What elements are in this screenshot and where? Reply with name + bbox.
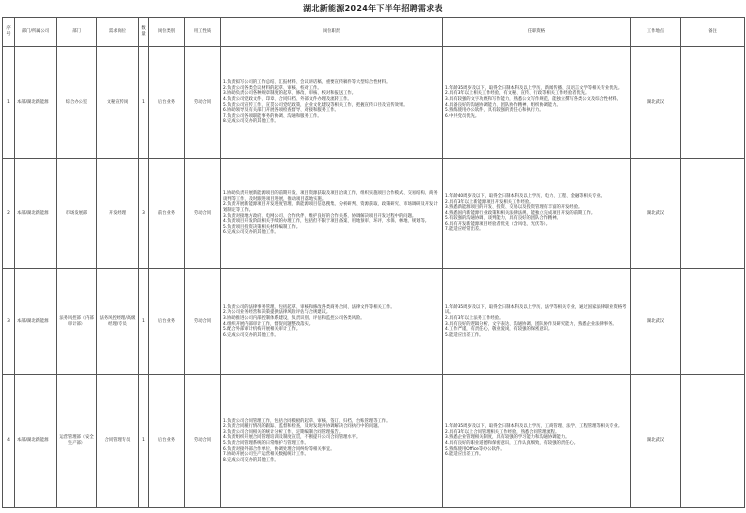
duty-line: 1.负责拟写公司的工作总结、汇报材料、会议讲话稿、重要宣传稿件等大型综合性材料。	[223, 80, 391, 86]
duty-line: 2.负责公司各类会议材料的起草、审核、校对工作。	[223, 85, 322, 91]
cell-company: 本部/湖北新能源	[15, 269, 57, 375]
duty-line: 5.负责公司宣传工作，宣贯公司党纪政策，企业文化建设等相关工作，把握宣传口径及宣传效果。	[223, 102, 408, 108]
duty-line: 6.协助领导及有关部门开展各项检查督导、对接和服务工作。	[223, 108, 339, 114]
header-row	[3, 18, 745, 47]
duty-line: 8.完成公司交办的其他工作。	[223, 457, 279, 463]
duty-line: 1.协助负责开展新能源项目的前期开发、项目资源获取及项目洽谈工作，组织实施项目合作模式、交易结构、商务谈判等工作，及时跟进项目进展，推动项目落地实施。	[223, 191, 438, 202]
qual-line: 3.熟悉新能源项目的开发、投资、交易以及投资管理有丰富的开发经验。	[445, 205, 583, 211]
cell-dept: 综合办公室	[57, 47, 97, 159]
cell-nature: 劳动合同	[185, 269, 221, 375]
cell-count: 3	[139, 159, 149, 269]
cell-post: 文秘宣传岗	[97, 47, 139, 159]
qual-line: 5.有较强的沟通协调、谈判能力，具有良好的团队合作精神。	[445, 216, 561, 222]
duty-line: 3.协助负责公司各种规章制度的起草、修改、审核、校对和报送工作。	[223, 91, 357, 97]
cell-category: 前台业务	[149, 159, 185, 269]
cell-quals	[443, 47, 631, 159]
cell-nature: 劳动合同	[185, 375, 221, 508]
page-title: 湖北新能源2024年下半年招聘需求表	[303, 4, 443, 13]
qual-line: 3.具有良好的逻辑分析、文字表达、沟通协调、团队协作及研究能力，熟悉企业法律事务。	[445, 321, 617, 327]
cell-dept: 法务风控部（内部审计部）	[57, 269, 97, 375]
table-row	[3, 47, 745, 159]
cell-remark	[681, 47, 745, 159]
recruitment-table	[2, 17, 745, 508]
cell-category: 后台业务	[149, 269, 185, 375]
header-post: 需求岗位	[97, 18, 139, 47]
duty-line: 2.负责合同履行情况的跟踪、监督和检查，及时发现并协调解决合同执行中的问题。	[223, 424, 382, 430]
duty-line: 5.配合外部审计机构开展相关审计工作。	[223, 327, 301, 333]
cell-company: 本部/湖北新能源	[15, 159, 57, 269]
cell-nature: 劳动合同	[185, 159, 221, 269]
cell-no: 3	[3, 269, 15, 375]
qual-line: 4.熟悉国内新能源行业政策和相关法律法规，能独立完成项目开发的前期工作。	[445, 210, 596, 216]
cell-count: 1	[139, 375, 149, 508]
cell-duties	[221, 375, 443, 508]
duty-line: 6.负责对接外部合作单位，协调处理合同纠纷等相关事宜。	[223, 446, 335, 452]
header-quals: 任职资格	[443, 18, 631, 47]
qual-line: 6.能适应出差工作。	[445, 452, 484, 458]
duty-line: 4.负责公司党政文件、印章、合同归档、外部文件办理及流转工作。	[223, 96, 352, 102]
header-no: 序号	[3, 18, 15, 47]
duty-line: 2.负责开展新能源项目开发进度管理、新能源项目信息搜集、分析研判、资源获取、政策研究、市场调研及开发计划制定等工作。	[223, 202, 438, 213]
header-company: 部门/所属公司	[15, 18, 57, 47]
duty-line: 8.完成公司交办的其他工作。	[223, 119, 279, 125]
qual-line: 5.熟练使用办公软件，具有较强的责任心和执行力。	[445, 108, 544, 114]
duty-line: 6.完成公司交办的其他工作。	[223, 332, 279, 338]
qual-line: 2.具有3年以上相关工作经验，有文秘、宣传、行政等相关工作经验者优先。	[445, 91, 590, 97]
cell-remark	[681, 269, 745, 375]
cell-nature: 劳动合同	[185, 47, 221, 159]
cell-no: 2	[3, 159, 15, 269]
duty-line: 1.负责公司的法律事务管理，包括起草、审核和修改各类商务合同、法律文件等相关工作。	[223, 304, 395, 310]
header-nature: 用工性质	[185, 18, 221, 47]
qual-line: 3.具有较强的文字功底和写作能力，熟悉公文写作规范，能独立撰写各类公文及综合性材料。	[445, 96, 621, 102]
duty-line: 4.组织开展内部审计工作，督促问题整改落实。	[223, 321, 314, 327]
qual-line: 7.能适应经常出差。	[445, 227, 484, 233]
cell-post: 法务风控经理/高级经理/专员	[97, 269, 139, 375]
cell-dept: 运营管理部（安全生产部）	[57, 375, 97, 508]
table-row	[3, 159, 745, 269]
cell-no: 1	[3, 47, 15, 159]
duty-line: 4.负责组织开展合同管理培训及制度宣贯，不断提升公司合同管理水平。	[223, 435, 361, 441]
header-remark: 备注	[681, 18, 745, 47]
table-row	[3, 375, 745, 508]
qual-line: 6.中共党员优先。	[445, 113, 480, 119]
header-dept: 部门	[57, 18, 97, 47]
duty-line: 3.负责公司合同相关的统计分析工作，定期编制合同管理报告。	[223, 429, 344, 435]
cell-company: 本部/湖北新能源	[15, 375, 57, 508]
qual-line: 4.具备良好的沟通协调能力、团队协作精神、组织协调能力。	[445, 102, 561, 108]
cell-quals	[443, 375, 631, 508]
cell-remark	[681, 159, 745, 269]
cell-location: 湖北武汉	[631, 269, 681, 375]
duty-line: 3.协助推进公司内部控制体系建设，负责识别、评估和监控公司各类风险。	[223, 315, 365, 321]
qual-line: 1.年龄40周岁及以下，取得全日制本科及以上学历，电力、工程、金融等相关专业。	[445, 193, 605, 199]
duty-line: 5.负责合同管理系统的日常维护与管理工作。	[223, 441, 309, 446]
header-category: 岗位类别	[149, 18, 185, 47]
cell-location: 湖北武汉	[631, 159, 681, 269]
cell-dept: 市场发展部	[57, 159, 97, 269]
cell-location: 湖北武汉	[631, 375, 681, 508]
cell-duties	[221, 269, 443, 375]
qual-line: 6.具有开发新能源项目经验者优先（含风电、光伏等）。	[445, 221, 551, 227]
cell-duties	[221, 159, 443, 269]
qual-line: 4.具有良好的职业道德和保密意识，工作认真细致，有较强的责任心。	[445, 441, 579, 446]
cell-remark	[681, 375, 745, 508]
duty-line: 2.为公司业务经营和决策提供法律风险评估与合规建议。	[223, 310, 331, 316]
duty-line: 7.负责公司各项职能事务的协调、沟通和服务工作。	[223, 113, 322, 119]
qual-line: 2.具有3年以上新能源项目开发相关工作经验。	[445, 199, 534, 205]
header-location: 工作地点	[631, 18, 681, 47]
cell-category: 后台业务	[149, 375, 185, 508]
cell-duties	[221, 47, 443, 159]
duty-line: 4.负责项目开发阶段相关手续的办理工作，包括但不限于项目备案、用地预审、环评、水保、林地、规划等。	[223, 219, 430, 225]
header-duties: 岗位职责	[221, 18, 443, 47]
cell-quals	[443, 159, 631, 269]
cell-category: 后台业务	[149, 47, 185, 159]
duty-line: 3.负责对接地方政府、电网公司、合作伙伴，维护良好的合作关系，协调解决项目开发过程中的问题。	[223, 213, 417, 219]
header-count: 数量	[139, 18, 149, 47]
cell-post: 合同管理专员	[97, 375, 139, 508]
duty-line: 6.完成公司交办的其他工作。	[223, 230, 279, 236]
qual-line: 5.熟练使用Office等办公软件。	[445, 446, 505, 452]
duty-line: 7.协助开展公司生产运营相关数据统计工作。	[223, 452, 309, 458]
cell-no: 4	[3, 375, 15, 508]
cell-quals	[443, 269, 631, 375]
table-row	[3, 269, 745, 375]
cell-count: 1	[139, 47, 149, 159]
qual-line: 4.工作严谨，有责任心，敬业爱岗，有较强的保密意识。	[445, 327, 553, 333]
qual-line: 1.年龄35周岁及以下，取得全日制本科及以上学历，工商管理、法学、工程管理等相关专业。	[445, 424, 623, 430]
qual-line: 3.熟悉企业管理相关制度，具有较强的学习能力和沟通协调能力。	[445, 435, 570, 441]
duty-line: 1.负责公司合同管理工作，包括合同模板的起草、审核、签订、归档、台账管理等工作。	[223, 418, 391, 424]
cell-location: 湖北武汉	[631, 47, 681, 159]
cell-count: 1	[139, 269, 149, 375]
cell-company: 本部/湖北新能源	[15, 47, 57, 159]
qual-line: 2.具有3年以上法务工作经验。	[445, 315, 504, 321]
cell-post: 开发经理	[97, 159, 139, 269]
qual-line: 2.具有3年以上合同管理相关工作经验，熟悉合同管理流程。	[445, 429, 560, 435]
duty-line: 5.负责项目投资决策相关材料编制工作。	[223, 224, 301, 230]
qual-line: 1.年龄35周岁及以下，取得全日制本科及以上学历，新闻传播、汉语言文学等相关专业优先。	[445, 85, 623, 91]
qual-line: 5.能适应出差工作。	[445, 332, 484, 338]
qual-line: 1.年龄35周岁及以下，取得全日制本科及以上学历，法学等相关专业，通过国家法律职业资格考试。	[445, 304, 627, 316]
